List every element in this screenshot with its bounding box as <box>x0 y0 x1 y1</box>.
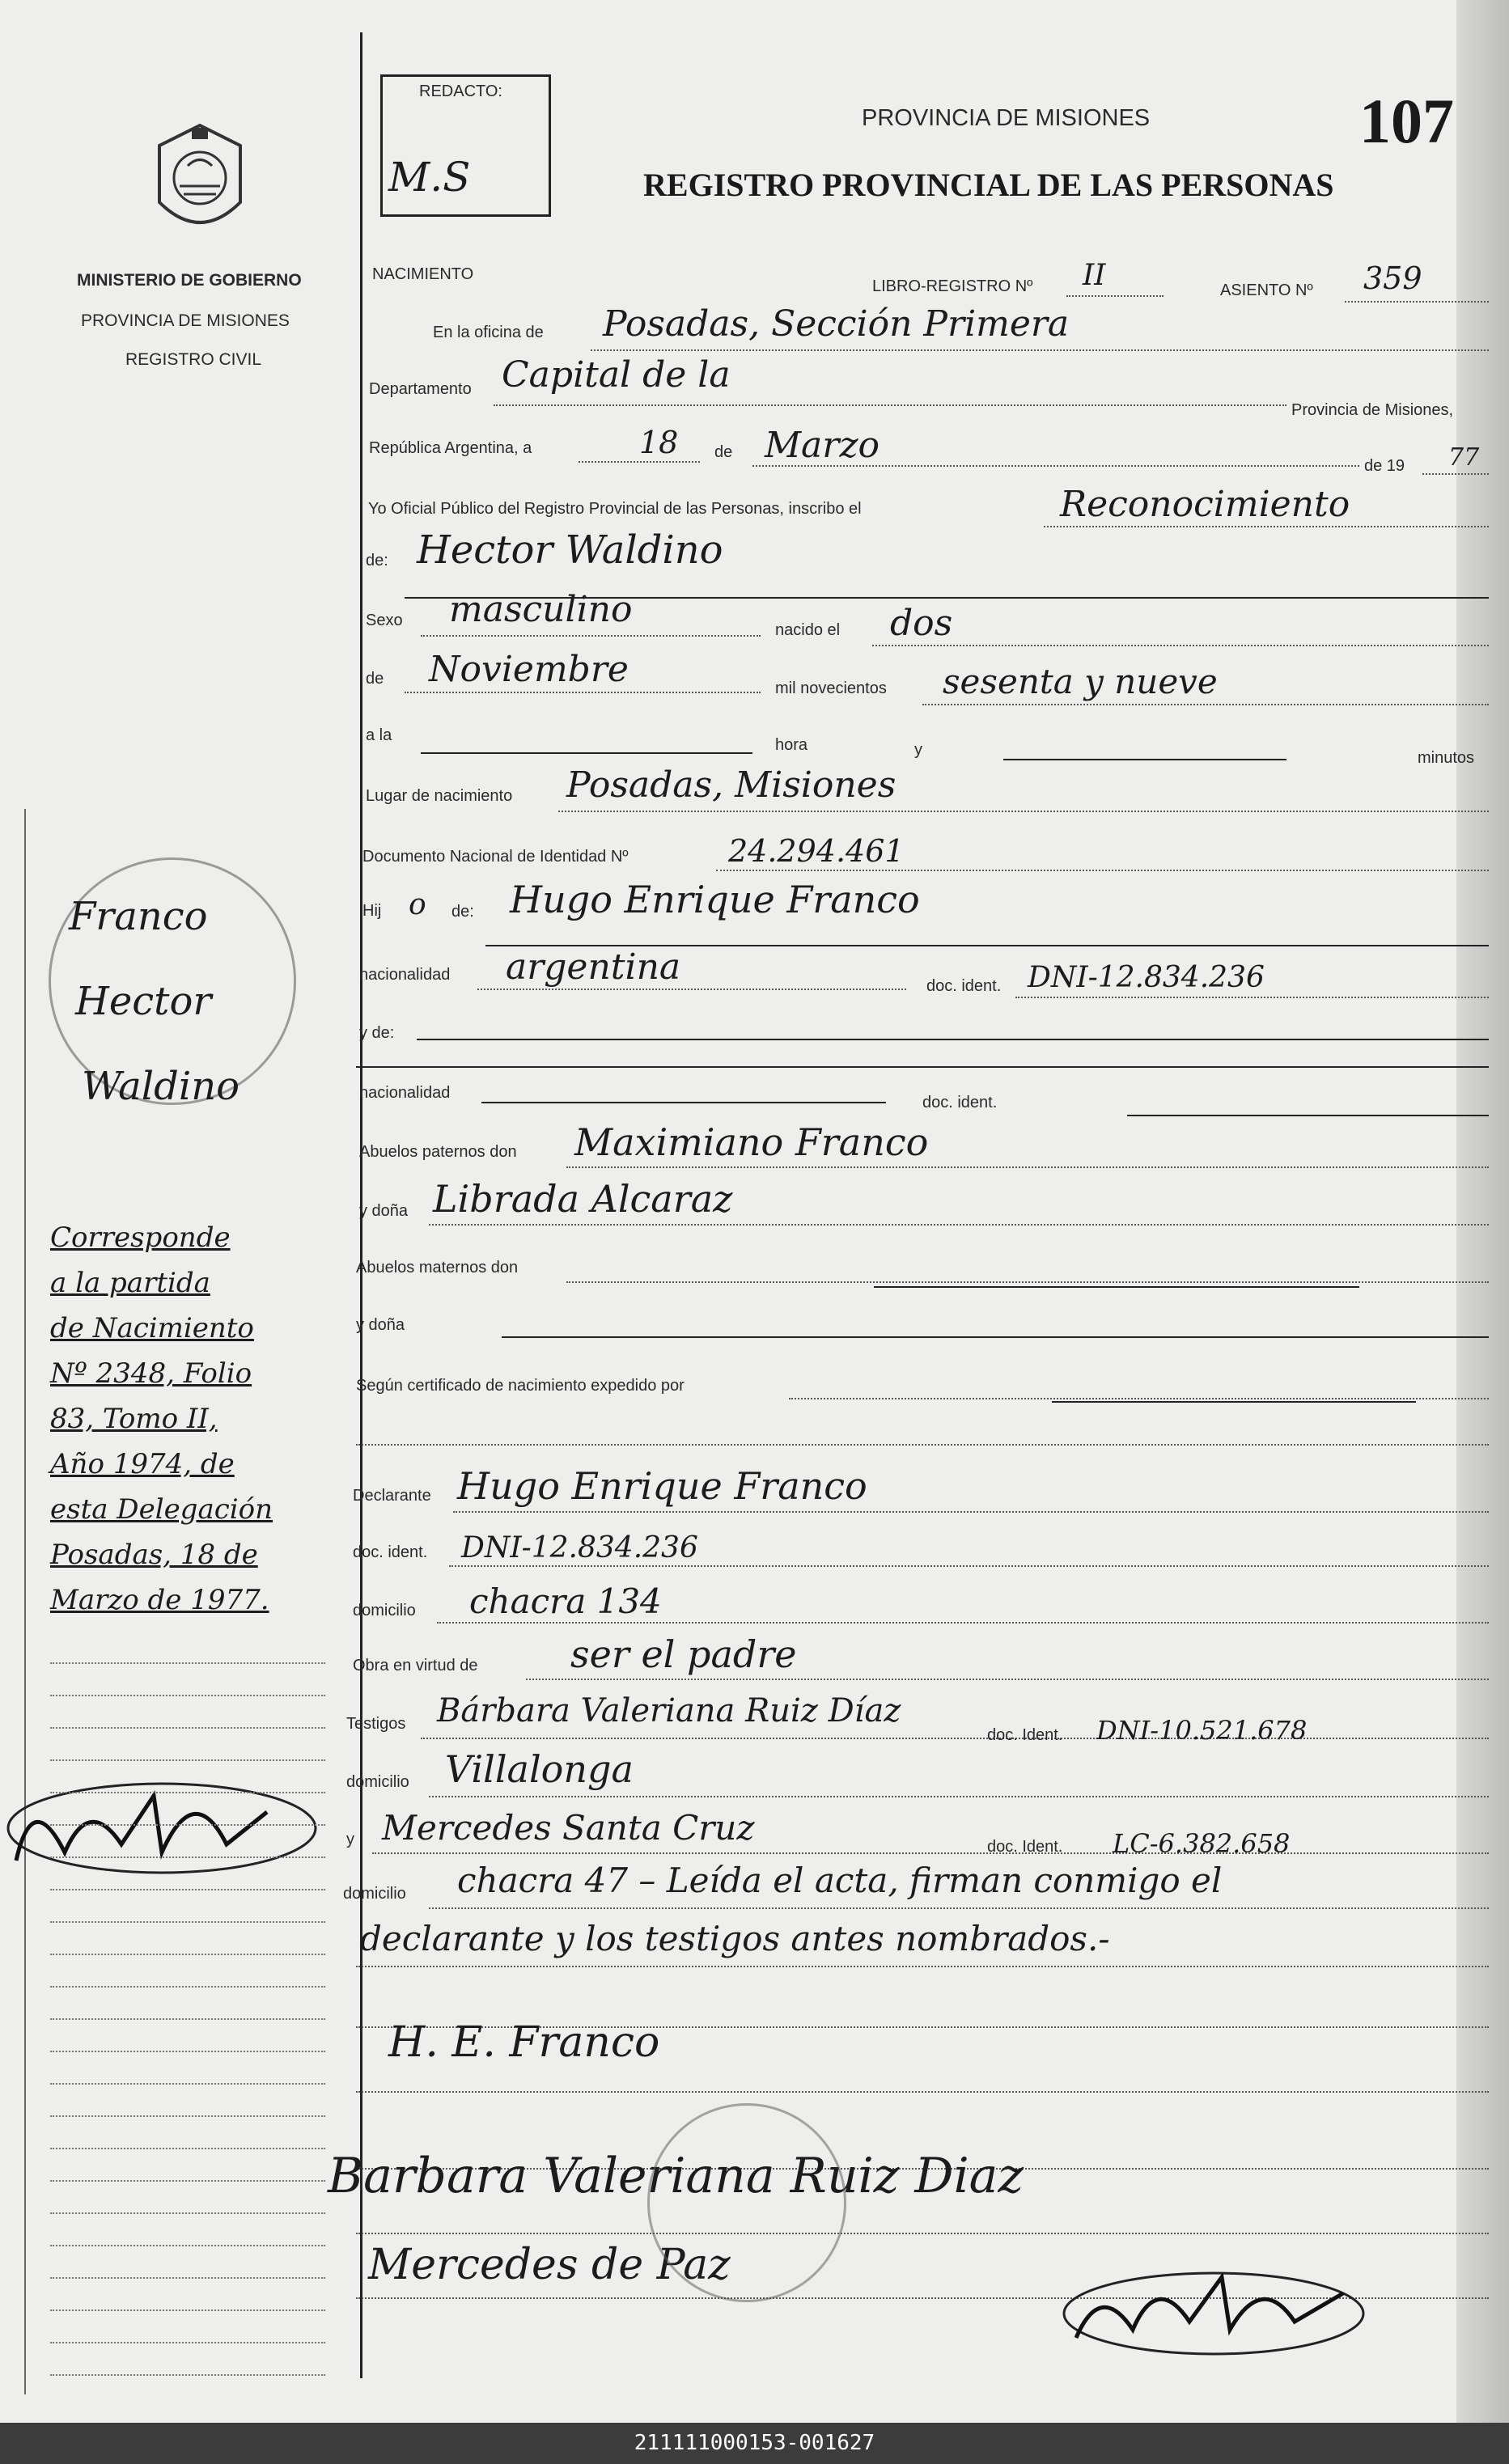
testigo1-dom-value: Villalonga <box>445 1747 634 1791</box>
province-heading: PROVINCIA DE MISIONES <box>862 105 1151 131</box>
abuelos-mat-label: Abuelos maternos don <box>356 1259 519 1276</box>
abuelos-pat-label: Abuelos paternos don <box>359 1143 517 1161</box>
nombre-value: Hector Waldino <box>417 527 723 573</box>
signature-declarante: H. E. Franco <box>388 2018 660 2067</box>
padre-value: Hugo Enrique Franco <box>510 878 920 921</box>
dni-value: 24.294.461 <box>728 833 905 869</box>
signature-testigo1: Barbara Valeriana Ruiz Diaz <box>328 2148 1024 2204</box>
testigo2-doc-value: LC-6.382.658 <box>1113 1828 1291 1859</box>
doc-ident3-label: doc. ident. <box>353 1543 428 1561</box>
margin-note-line: Corresponde <box>50 1221 231 1254</box>
declarante-doc-value: DNI-12.834.236 <box>461 1531 698 1564</box>
departamento-label: Departamento <box>369 380 472 398</box>
margin-rule <box>50 2277 325 2279</box>
doc-ident4-label: doc. Ident. <box>987 1726 1063 1744</box>
margin-rule <box>50 1695 325 1696</box>
de3-label: de <box>366 670 384 688</box>
nacido-label: nacido el <box>775 621 841 639</box>
nac-label: nacionalidad <box>359 966 451 984</box>
sexo-label: Sexo <box>366 612 403 629</box>
de2-label: de: <box>366 552 388 569</box>
closing-text: declarante y los testigos antes nombrados.- <box>360 1919 1110 1958</box>
margin-rule <box>50 1889 325 1890</box>
registry-title: REGISTRO PROVINCIAL DE LAS PERSONAS <box>643 167 1334 203</box>
margin-rule <box>50 2180 325 2182</box>
oficina-label: En la oficina de <box>433 324 544 341</box>
nacimiento-label: NACIMIENTO <box>372 265 474 283</box>
lugar-label: Lugar de nacimiento <box>366 787 513 805</box>
page-edge <box>1456 0 1509 2423</box>
republica-label: República Argentina, a <box>369 439 532 457</box>
domicilio2-label: domicilio <box>346 1773 409 1791</box>
domicilio-label: domicilio <box>353 1602 416 1619</box>
obra-value: ser el padre <box>570 1632 797 1676</box>
acto-value: Reconocimiento <box>1060 484 1350 525</box>
margin-rule <box>50 1921 325 1923</box>
ministry-province: PROVINCIA DE MISIONES <box>81 311 290 330</box>
ministry-civil: REGISTRO CIVIL <box>125 350 262 369</box>
redacto-label: REDACTO: <box>419 83 502 100</box>
sexo-value: masculino <box>449 589 633 630</box>
libro-label: LIBRO-REGISTRO Nº <box>872 277 1033 295</box>
departamento-value: Capital de la <box>502 354 731 396</box>
margin-name-line: Franco <box>69 894 208 939</box>
margin-rule <box>50 1954 325 1955</box>
redacto-value: M.S <box>388 154 471 201</box>
doc-ident2-label: doc. ident. <box>922 1094 998 1111</box>
margin-note-line: 83, Tomo II, <box>50 1403 218 1435</box>
yde-label: y de: <box>359 1024 395 1042</box>
y2-label: y <box>346 1831 354 1848</box>
margin-note-line: Nº 2348, Folio <box>50 1357 252 1390</box>
abuelo-pat-value: Maximiano Franco <box>574 1120 929 1164</box>
margin-rule <box>50 2115 325 2117</box>
ala-label: a la <box>366 726 392 744</box>
declarante-label: Declarante <box>353 1487 431 1505</box>
hijo-suffix: o <box>409 888 426 921</box>
ydona2-label: y doña <box>356 1316 405 1334</box>
margin-note-line: de Nacimiento <box>50 1312 254 1344</box>
abuela-pat-value: Librada Alcaraz <box>433 1177 733 1221</box>
mes-nac-value: Noviembre <box>429 649 629 690</box>
testigo1-value: Bárbara Valeriana Ruiz Díaz <box>437 1692 901 1729</box>
hijo-de-label: de: <box>451 903 474 921</box>
testigo2-value: Mercedes Santa Cruz <box>382 1808 755 1848</box>
mil-label: mil novecientos <box>775 680 887 697</box>
de-label: de <box>714 443 733 461</box>
testigos-label: Testigos <box>346 1715 406 1733</box>
official-signature-margin <box>0 1763 324 1893</box>
margin-rule <box>50 2212 325 2214</box>
domicilio-value: chacra 134 <box>469 1581 662 1621</box>
margin-rule <box>50 2051 325 2052</box>
nacido-value: dos <box>890 603 953 644</box>
nac-value: argentina <box>506 946 681 988</box>
doc-ident5-label: doc. Ident. <box>987 1838 1063 1856</box>
margin-note-line: esta Delegación <box>50 1493 273 1526</box>
segun-label: Según certificado de nacimiento expedido por <box>356 1377 685 1395</box>
hijo-label: Hij <box>362 902 382 920</box>
margin-rule <box>50 1662 325 1664</box>
margin-rule <box>50 2148 325 2149</box>
y-label: y <box>914 741 922 759</box>
margin-border <box>24 809 26 2394</box>
hora-label: hora <box>775 736 808 754</box>
day-value: 18 <box>639 425 679 460</box>
margin-note-line: Posadas, 18 de <box>50 1539 258 1571</box>
margin-rule <box>50 2342 325 2343</box>
margin-rule <box>50 2309 325 2311</box>
margin-rule <box>50 2083 325 2085</box>
nac2-label: nacionalidad <box>359 1084 451 1102</box>
official-signature-bottom <box>1052 2249 1375 2378</box>
asiento-value: 359 <box>1363 260 1422 296</box>
month-value: Marzo <box>765 425 880 466</box>
oficial-text: Yo Oficial Público del Registro Provincial de las Personas, inscribo el <box>368 500 862 518</box>
margin-rule <box>50 1727 325 1729</box>
padre-doc-value: DNI-12.834.236 <box>1028 961 1265 994</box>
coat-of-arms-seal <box>147 121 252 243</box>
anio-nac-value: sesenta y nueve <box>943 662 1218 701</box>
minutos-label: minutos <box>1418 749 1475 767</box>
asiento-label: ASIENTO Nº <box>1220 282 1313 299</box>
de19-label: de 19 <box>1364 457 1405 475</box>
margin-rule <box>50 2018 325 2020</box>
domicilio3-label: domicilio <box>343 1885 406 1903</box>
dni-label: Documento Nacional de Identidad Nº <box>362 848 629 866</box>
oficina-value: Posadas, Sección Primera <box>603 303 1070 345</box>
doc-ident-label: doc. ident. <box>926 977 1002 995</box>
margin-name-line: Waldino <box>82 1064 240 1109</box>
declarante-value: Hugo Enrique Franco <box>457 1464 867 1508</box>
registry-stamp-bottom <box>647 2103 846 2302</box>
provincia-label: Provincia de Misiones, <box>1291 401 1454 419</box>
margin-rule <box>50 1792 325 1793</box>
margin-rule <box>50 1759 325 1761</box>
footer-id: 211111000153-001627 <box>0 2423 1509 2464</box>
margin-rule <box>50 2374 325 2376</box>
margin-rule <box>50 2245 325 2246</box>
margin-rule <box>50 1986 325 1988</box>
year-value: 77 <box>1448 443 1480 472</box>
margin-note-line: Marzo de 1977. <box>50 1584 269 1616</box>
lugar-value: Posadas, Misiones <box>566 764 896 806</box>
margin-name-line: Hector <box>75 979 212 1024</box>
margin-rule <box>50 1824 325 1826</box>
signature-testigo2: Mercedes de Paz <box>368 2241 731 2289</box>
margin-note-line: Año 1974, de <box>50 1448 235 1480</box>
ydona-label: y doña <box>359 1202 409 1220</box>
ministry-title: MINISTERIO DE GOBIERNO <box>77 271 302 290</box>
folio-number: 107 <box>1359 86 1454 156</box>
testigo1-doc-value: DNI-10.521.678 <box>1096 1715 1308 1746</box>
obra-label: Obra en virtud de <box>353 1657 478 1674</box>
margin-rule <box>50 1856 325 1858</box>
margin-note-line: a la partida <box>50 1267 210 1299</box>
testigo2-dom-value: chacra 47 – Leída el acta, firman conmigo el <box>457 1861 1223 1900</box>
libro-value: II <box>1083 259 1106 292</box>
